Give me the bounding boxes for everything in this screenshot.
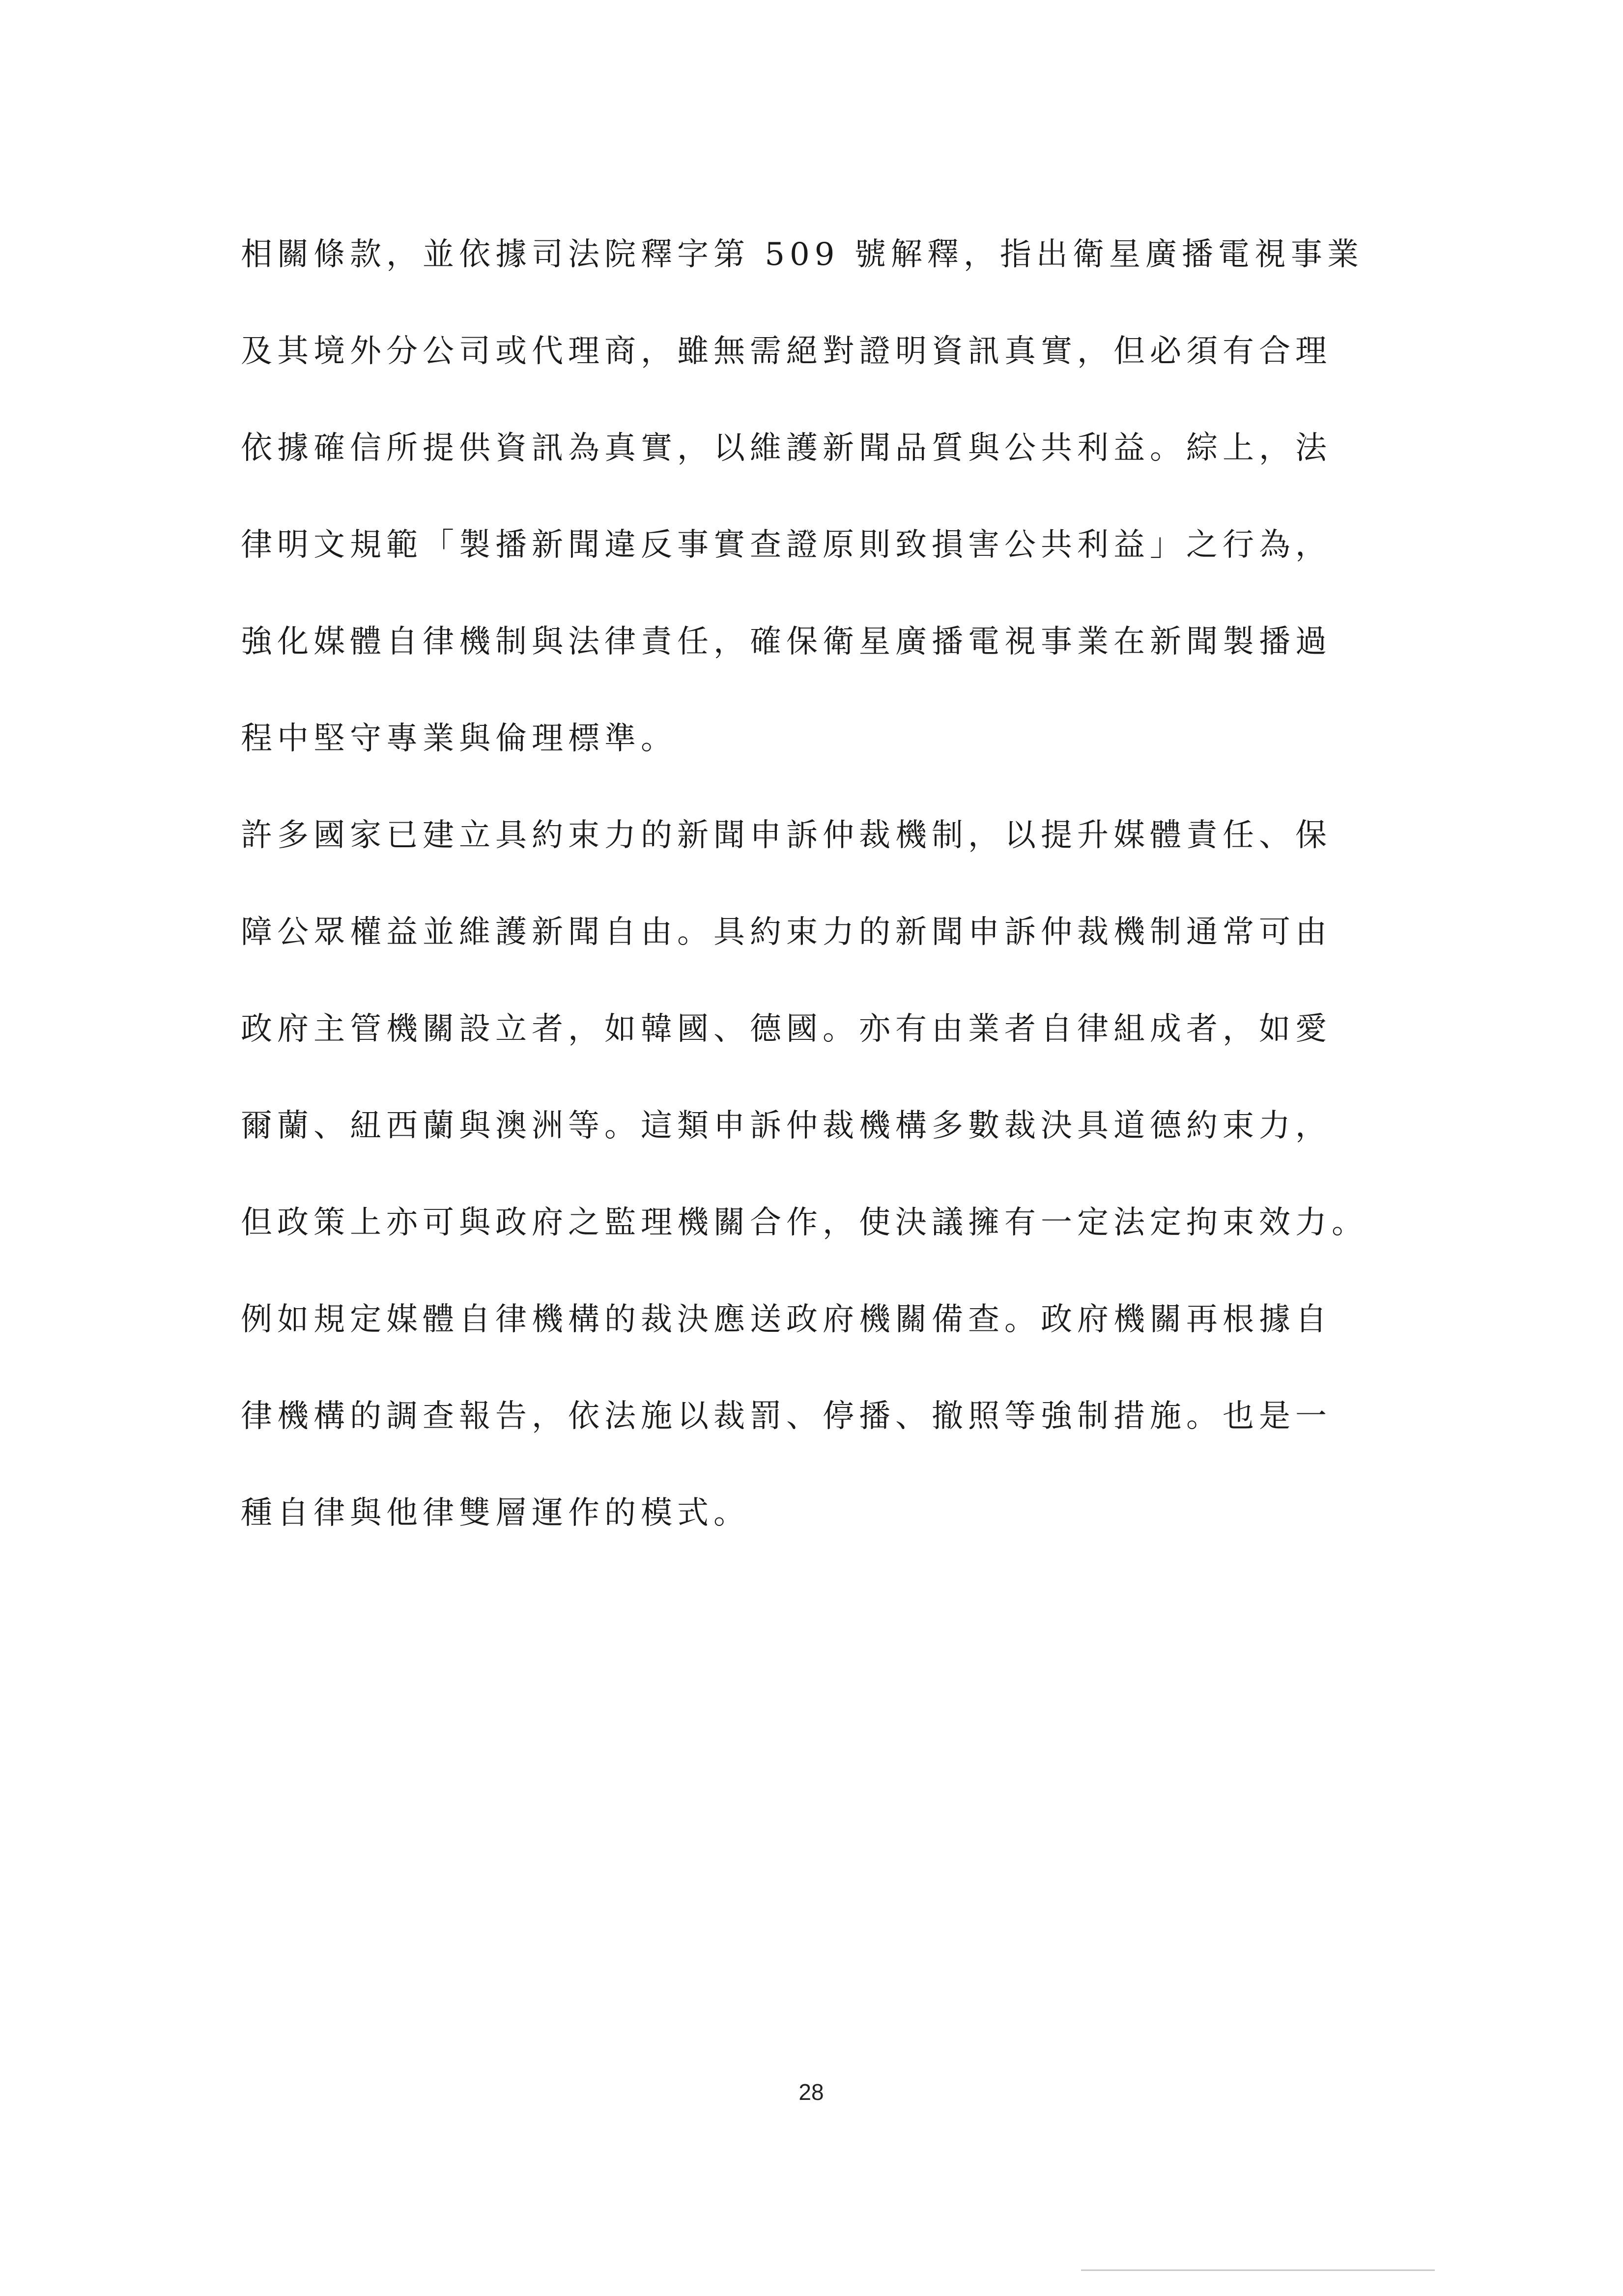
paragraph-2-line: 律機構的調查報告，依法施以裁罰、停播、撤照等強制措施。也是一	[241, 1398, 1332, 1435]
paragraph-2-line: 政府主管機關設立者，如韓國、德國。亦有由業者自律組成者，如愛	[241, 1011, 1332, 1047]
paragraph-1-line: 律明文規範「製播新聞違反事實查證原則致損害公共利益」之行為，	[241, 527, 1332, 563]
scan-artifact-divider	[1081, 2269, 1435, 2271]
paragraph-2-line: 障公眾權益並維護新聞自由。具約束力的新聞申訴仲裁機制通常可由	[241, 914, 1332, 950]
paragraph-1-line: 相關條款，並依據司法院釋字第 509 號解釋，指出衛星廣播電視事業	[241, 236, 1364, 273]
paragraph-1-line: 及其境外分公司或代理商，雖無需絕對證明資訊真實，但必須有合理	[241, 333, 1332, 370]
paragraph-2-line: 種自律與他律雙層運作的模式。	[241, 1495, 750, 1531]
paragraph-2-line: 許多國家已建立具約束力的新聞申訴仲裁機制，以提升媒體責任、保	[241, 817, 1332, 854]
paragraph-1-line: 依據確信所提供資訊為真實，以維護新聞品質與公共利益。綜上，法	[241, 430, 1332, 466]
paragraph-2-line: 爾蘭、紐西蘭與澳洲等。這類申訴仲裁機構多數裁決具道德約束力，	[241, 1108, 1332, 1144]
paragraph-2-line: 例如規定媒體自律機構的裁決應送政府機關備查。政府機關再根據自	[241, 1301, 1332, 1338]
page-number: 28	[798, 2079, 824, 2105]
body-text	[241, 206, 1400, 1562]
paragraph-1-line: 程中堅守專業與倫理標準。	[241, 720, 677, 757]
paragraph-2-line: 但政策上亦可與政府之監理機關合作，使決議擁有一定法定拘束效力。	[241, 1205, 1368, 1241]
paragraph-1-line: 強化媒體自律機制與法律責任，確保衛星廣播電視事業在新聞製播過	[241, 624, 1332, 660]
